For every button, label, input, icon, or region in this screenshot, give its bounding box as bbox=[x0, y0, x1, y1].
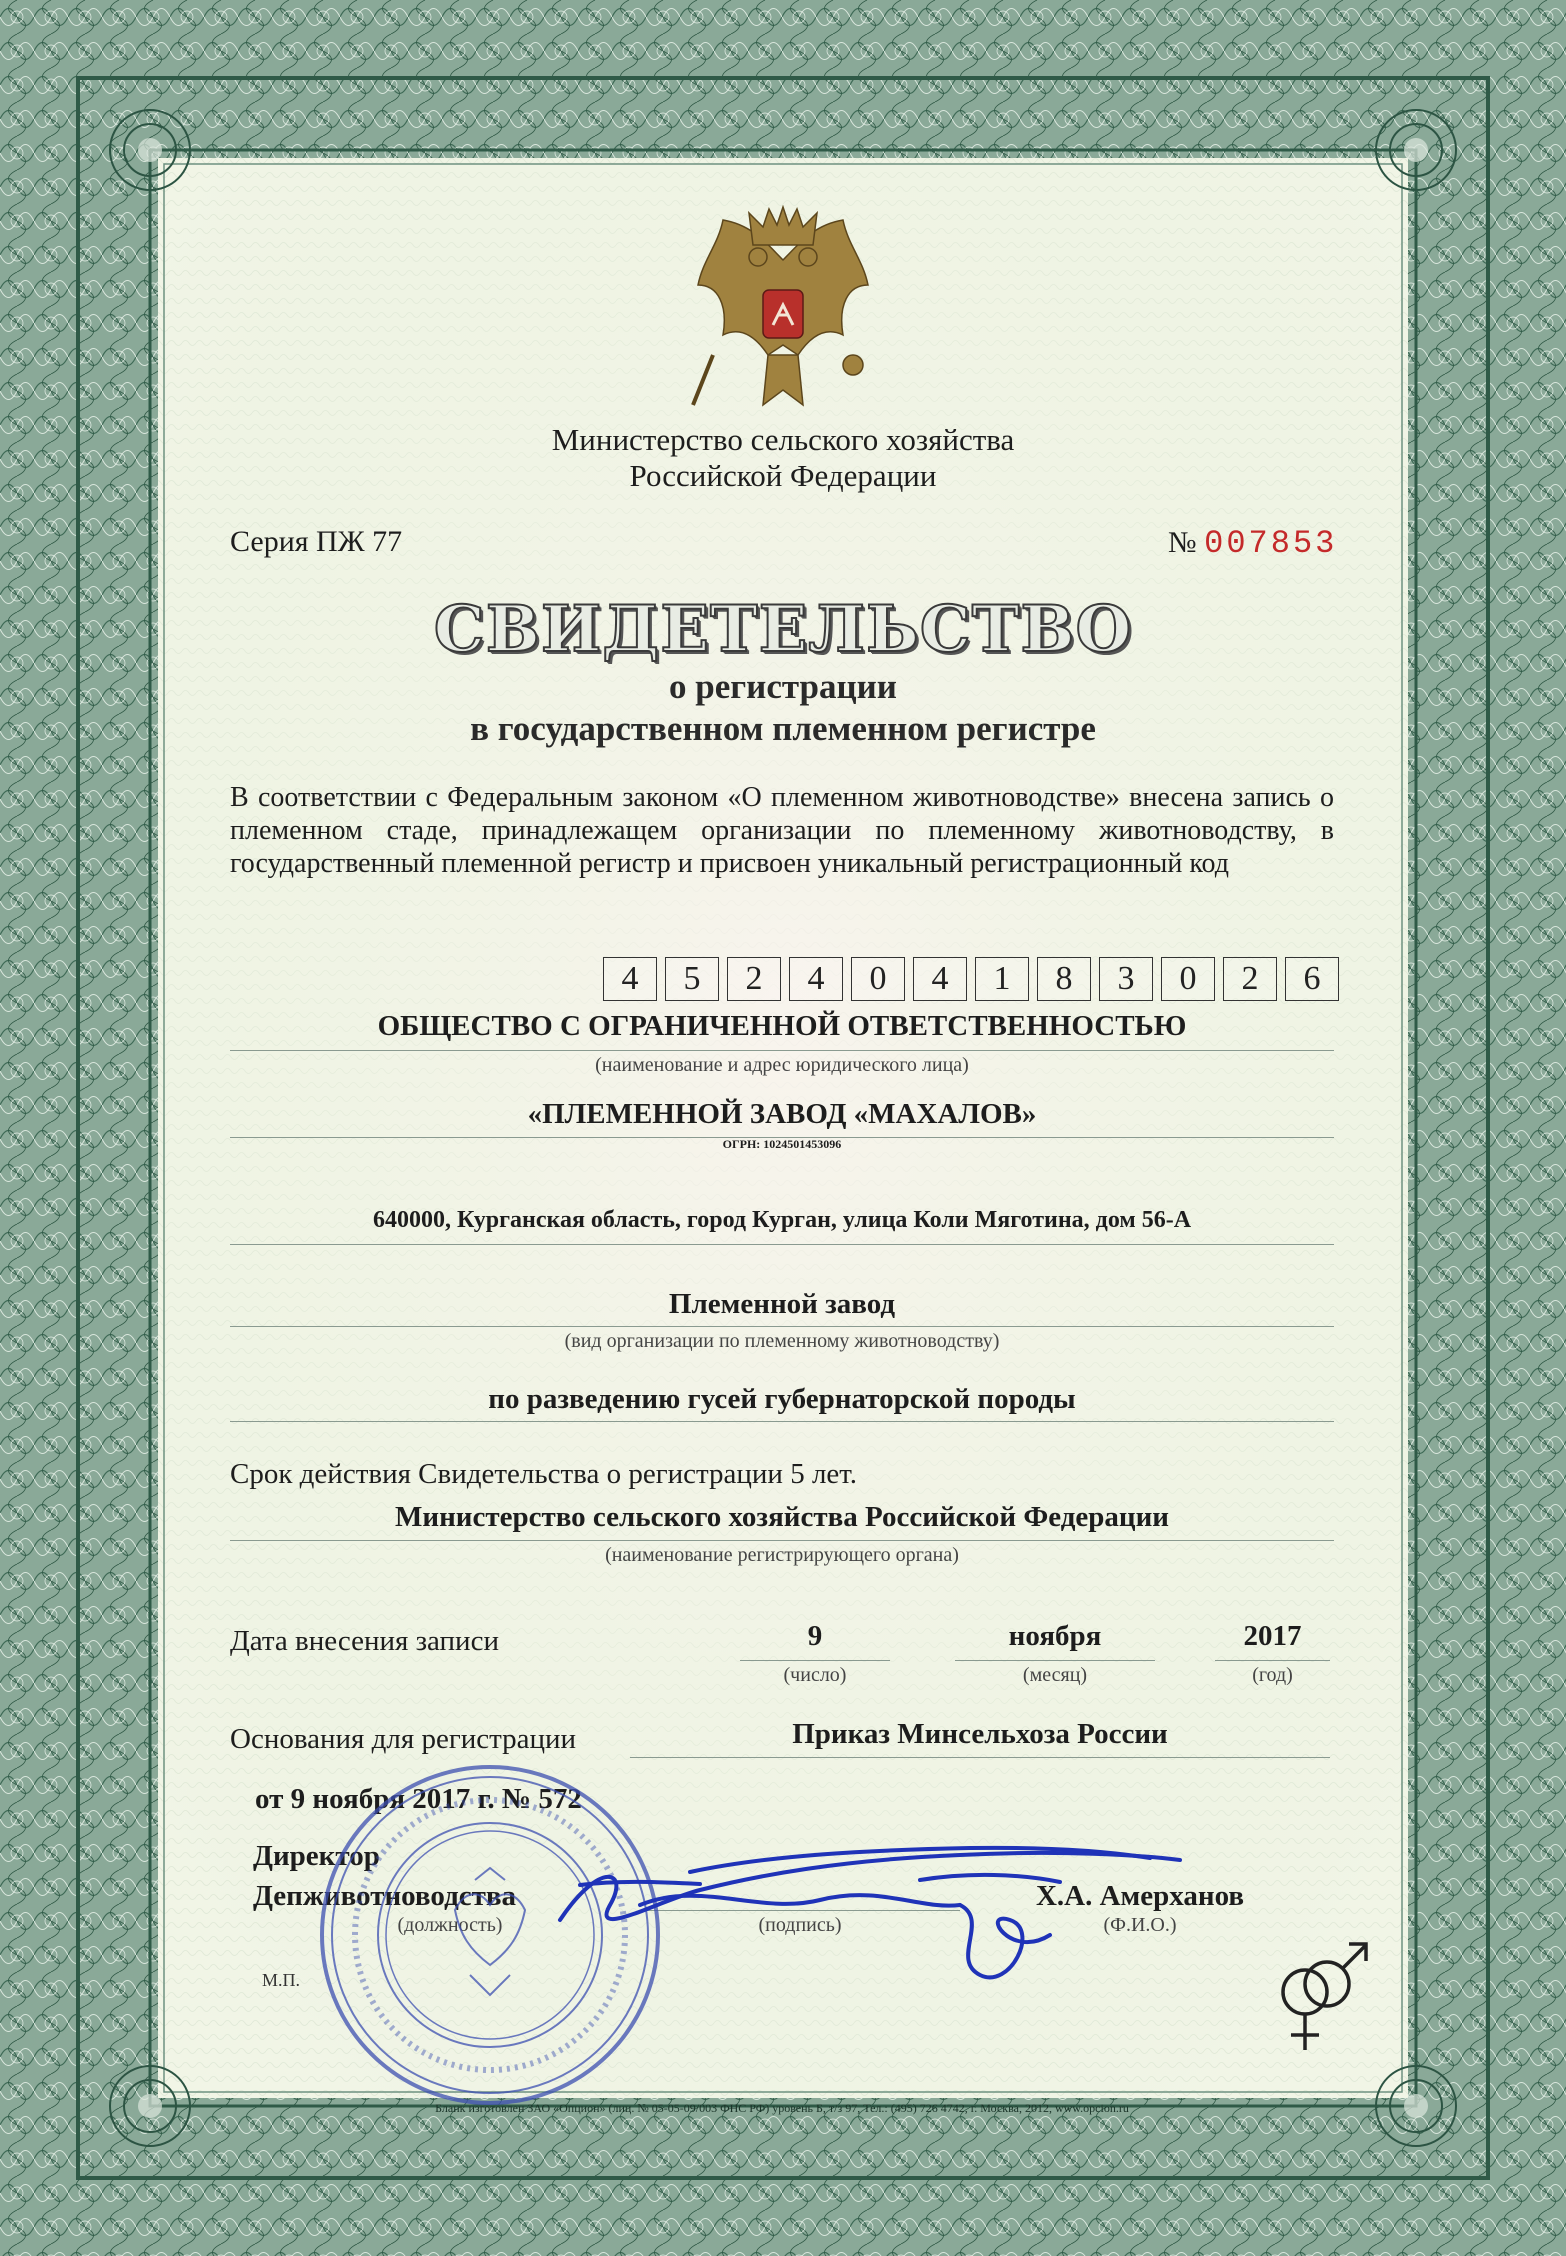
ogrn-number: ОГРН: 1024501453096 bbox=[722, 1137, 842, 1151]
mp-label: М.П. bbox=[262, 1970, 301, 1990]
signature-caption: (подпись) bbox=[758, 1914, 842, 1936]
code-digit: 2 bbox=[727, 957, 781, 1001]
date-day: 9 bbox=[807, 1620, 823, 1652]
type-detail: по разведению гусей губернаторской породы bbox=[488, 1383, 1076, 1415]
divider bbox=[230, 1050, 1334, 1051]
ministry-line2: Российской Федерации bbox=[629, 458, 937, 493]
subtitle-line2: в государственном племенном регистре bbox=[470, 709, 1096, 748]
date-year: 2017 bbox=[1243, 1620, 1302, 1652]
code-digit: 4 bbox=[913, 957, 967, 1001]
coat-of-arms-emblem bbox=[683, 205, 883, 415]
date-month: ноября bbox=[1008, 1620, 1102, 1652]
number-label bbox=[1168, 525, 1337, 562]
name-caption: (Ф.И.О.) bbox=[1103, 1914, 1177, 1936]
subtitle-line1: о регистрации bbox=[669, 667, 897, 706]
type-caption: (вид организации по племенному животноводству) bbox=[564, 1330, 1000, 1352]
code-digit: 1 bbox=[975, 957, 1029, 1001]
signatory-name: Х.А. Амерханов bbox=[1035, 1880, 1245, 1912]
org-name-line1: ОБЩЕСТВО С ОГРАНИЧЕННОЙ ОТВЕТСТВЕННОСТЬЮ bbox=[377, 1010, 1187, 1042]
code-digit: 2 bbox=[1223, 957, 1277, 1001]
basis-label: Основания для регистрации bbox=[230, 1723, 577, 1755]
code-digit: 0 bbox=[1161, 957, 1215, 1001]
code-digit: 6 bbox=[1285, 957, 1339, 1001]
divider bbox=[230, 1540, 1334, 1541]
divider bbox=[230, 1421, 1334, 1422]
series-label: Серия ПЖ 77 bbox=[230, 525, 403, 558]
male-female-icon bbox=[1265, 1925, 1375, 2065]
divider bbox=[230, 1326, 1334, 1327]
divider bbox=[1215, 1660, 1330, 1661]
signatory-position-line2: Депживотноводства bbox=[253, 1880, 517, 1912]
org-caption: (наименование и адрес юридического лица) bbox=[595, 1054, 969, 1076]
basis-value: Приказ Минсельхоза России bbox=[792, 1718, 1168, 1750]
certificate-number: 007853 bbox=[1204, 525, 1338, 562]
signatory-position-line1: Директор bbox=[253, 1840, 380, 1872]
code-digit: 4 bbox=[603, 957, 657, 1001]
month-caption: (месяц) bbox=[1022, 1664, 1088, 1686]
day-caption: (число) bbox=[783, 1664, 847, 1686]
handwritten-signature bbox=[540, 1810, 1240, 2000]
org-name-line2: «ПЛЕМЕННОЙ ЗАВОД «МАХАЛОВ» bbox=[527, 1098, 1037, 1130]
position-caption: (должность) bbox=[397, 1914, 503, 1936]
date-label: Дата внесения записи bbox=[230, 1625, 499, 1657]
basis-continuation: от 9 ноября 2017 г. № 572 bbox=[255, 1783, 582, 1815]
year-caption: (год) bbox=[1252, 1664, 1293, 1686]
divider bbox=[955, 1660, 1155, 1661]
code-digit: 3 bbox=[1099, 957, 1153, 1001]
code-digit: 5 bbox=[665, 957, 719, 1001]
code-digit: 4 bbox=[789, 957, 843, 1001]
org-address: 640000, Курганская область, город Курган, улица Коли Мяготина, дом 56-А bbox=[372, 1207, 1192, 1233]
page-title: СВИДЕТЕЛЬСТВО bbox=[433, 592, 1133, 667]
code-digit: 0 bbox=[851, 957, 905, 1001]
footer-print-note: Бланк изготовлен ЗАО «Опцион» (лиц. № 05-05-09/003 ФНС РФ) уровень Б, т/з 97, Тел.: (495) 726 4742, г. Москва, 2012, www.opcion.ru bbox=[435, 2101, 1129, 2115]
code-digit: 8 bbox=[1037, 957, 1091, 1001]
divider bbox=[740, 1660, 890, 1661]
authority-caption: (наименование регистрирующего органа) bbox=[605, 1544, 959, 1566]
number-sign: № bbox=[1168, 526, 1197, 559]
divider bbox=[630, 1757, 1330, 1758]
registering-authority: Министерство сельского хозяйства Российской Федерации bbox=[394, 1501, 1170, 1533]
validity-text: Срок действия Свидетельства о регистрации 5 лет. bbox=[230, 1458, 858, 1490]
divider bbox=[230, 1244, 1334, 1245]
ministry-line1: Министерство сельского хозяйства bbox=[551, 422, 1015, 457]
organization-type: Племенной завод bbox=[668, 1288, 896, 1320]
intro-paragraph: В соответствии с Федеральным законом «О племенном животноводстве» внесена запись о племенном стаде, принадлежащем организации по племенному животноводству, в государственный племенной регистр и присвоен уникальный регистрационный код bbox=[230, 782, 1334, 879]
